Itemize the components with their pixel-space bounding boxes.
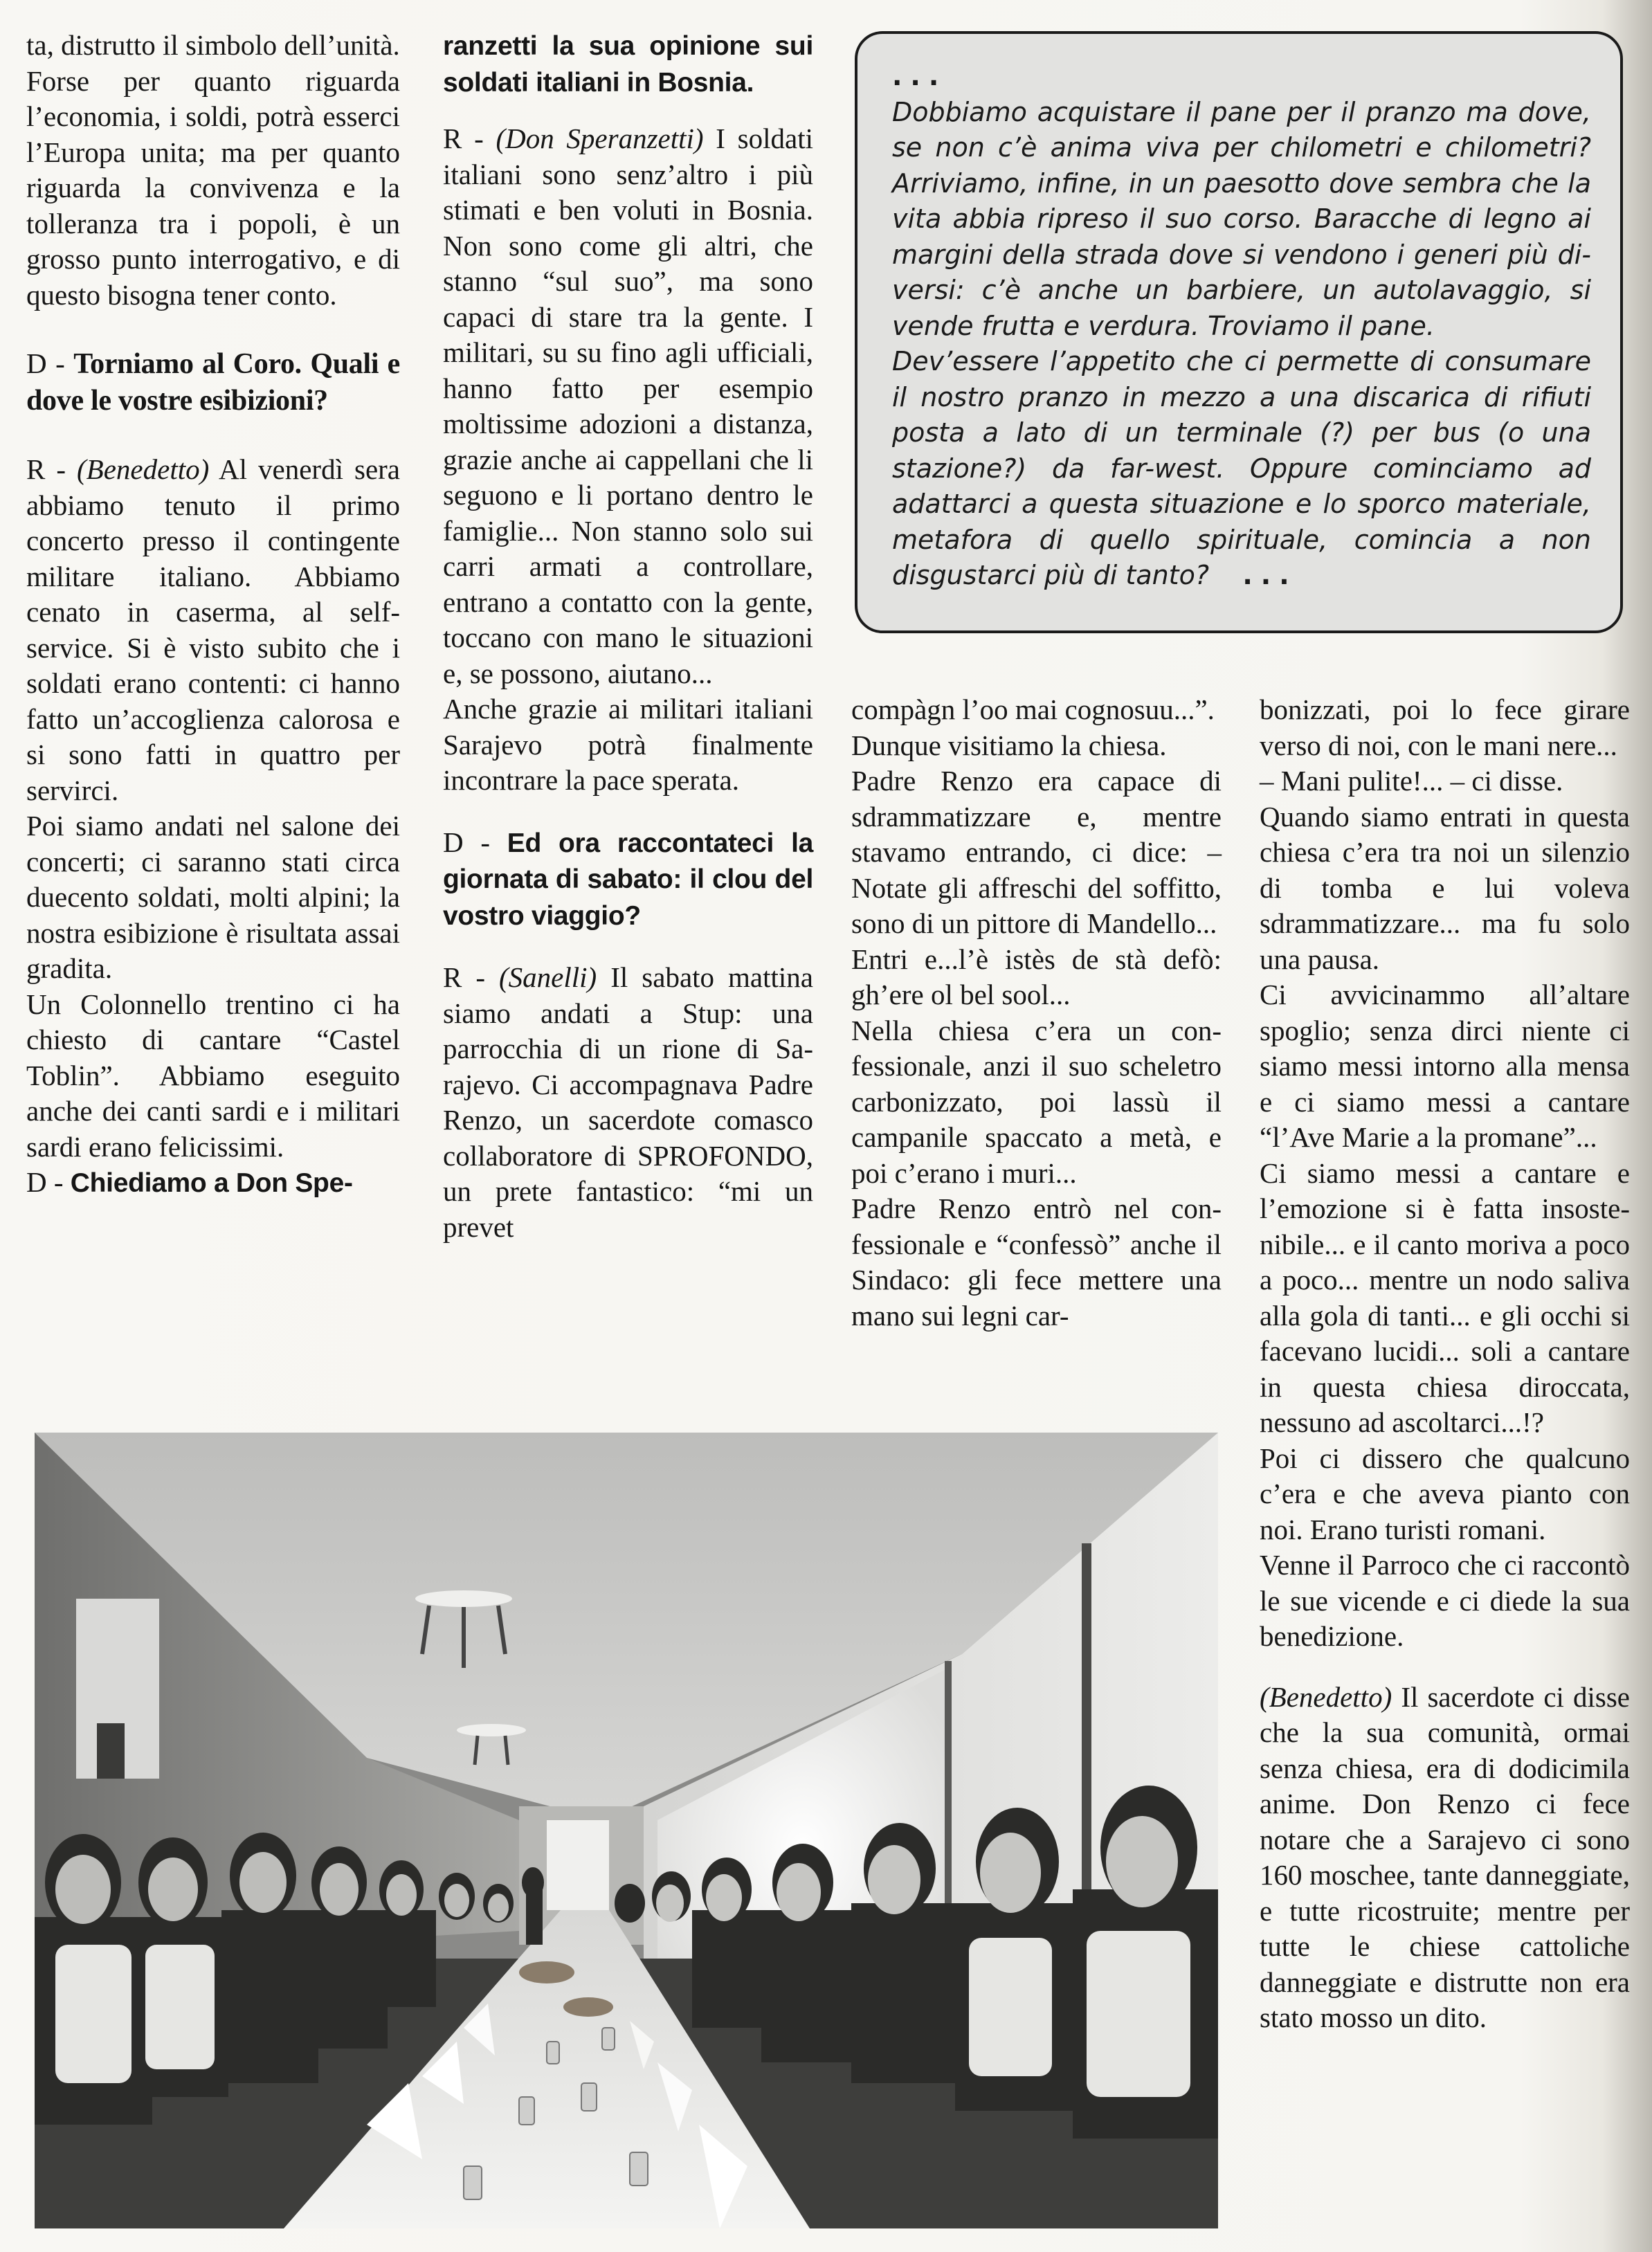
paragraph: compàgn l’oo mai cognosuu...”.: [851, 693, 1215, 725]
paragraph: Poi ci dissero che qualcuno c’era e che aveva pianto con noi. Erano turisti romani.: [1260, 1442, 1630, 1545]
text-column-3: [851, 692, 1222, 1334]
paragraph: Forse per quanto riguarda l’economia, i soldi, potrà esserci l’Europa unita; ma per quanto riguarda la convivenza e la tolleranza tra i popoli, è un grosso punto interrogativo, e di questo bisogna tener conto.: [26, 64, 400, 311]
question-continued: ranzetti la sua opinione sui soldati italiani in Bosnia.: [443, 31, 813, 98]
question: D - Torniamo al Coro. Quali e dove le vostre esibizioni?: [26, 347, 400, 417]
paragraph: Poi siamo andati nel salone dei concerti; ci saranno stati circa duecento soldati, molti alpini; la nostra esibizione è risultata assai gradita.: [26, 810, 400, 984]
paragraph: Venne il Parroco che ci raccontò le sue vicende e ci diede la sua benedizione.: [1260, 1549, 1630, 1652]
text-column-2: [443, 28, 813, 1245]
paragraph: Entri e...l’è istès de stà defò: gh’ere ol bel sool...: [851, 943, 1222, 1010]
paragraph: Padre Renzo entrò nel confessionale e “confessò” anche il Sindaco: gli fece mettere una mano sui legni car-: [851, 1192, 1222, 1332]
paragraph: Padre Renzo era capace di sdrammatizzare e, mentre stavamo entrando, ci dice: – Notate gli affreschi del soffitto, sono di un pittore di Mandello...: [851, 765, 1222, 939]
paragraph: Dunque visitiamo la chiesa.: [851, 729, 1167, 761]
banquet-photo: [35, 1433, 1218, 2228]
answer: R - (Benedetto) Al venerdì sera abbiamo tenuto il primo concerto presso il contingente militare italiano. Abbiamo cenato in caserma, al self-service. Si è visto subito che i soldati erano contenti: ci hanno fatto un’accoglienza calorosa e si sono fatti in quattro per servirci.: [26, 453, 400, 806]
paragraph: Anche grazie ai militari italiani Sarajevo potrà finalmente incontrare la pace sperata.: [443, 693, 813, 796]
paragraph: ta, distrutto il simbolo dell’unità.: [26, 29, 400, 61]
speaker-name: (Benedetto): [1260, 1680, 1392, 1713]
paragraph: Ci siamo messi a cantare e l’emozione si è fatta insostenibile... e il canto moriva a poco a poco... mentre un nodo saliva alla gola di tanti... e gli occhi si facevano lucidi... soli a cantare in questa chiesa diroccata, nessuno ad ascoltarci...!?: [1260, 1156, 1630, 1438]
banquet-photo-image: [35, 1433, 1218, 2228]
question: D - Ed ora raccontateci la giornata di sabato: il clou del vostro viaggio?: [443, 826, 813, 931]
ellipsis-bottom: ...: [1242, 560, 1298, 590]
text-column-1: [26, 28, 400, 1201]
speaker-name: (Benedetto): [77, 453, 210, 485]
answer: R - (Don Speranzetti) I soldati italiani sono senz’altro i più stimati e ben voluti in Bosnia. Non sono come gli altri, che stanno “sul suo”, ma sono capaci di stare tra la gente. I militari, su su fino agli ufficiali, hanno fatto per esempio moltissime adozioni a distanza, grazie anche ai cappellani che li seguono e li portano dentro le famiglie... Non stanno solo sui carri armati a controllare, entrano a contatto con la gente, toccano con mano le situazioni e, se possono, aiutano...: [443, 122, 814, 689]
answer: R - (Sanelli) Il sabato mattina siamo andati a Stup: una parrocchia di un rione di Sarajevo. Ci accompagnava Padre Renzo, un sacerdote comasco collaboratore di SPROFONDO, un prete fantastico: “mi un prevet: [443, 961, 814, 1243]
speaker-name: (Don Speranzetti): [496, 122, 704, 154]
ellipsis-top: ...: [892, 61, 947, 91]
speaker-name: (Sanelli): [499, 961, 597, 993]
paragraph: Ci avvicinammo all’altare spoglio; senza dirci niente ci siamo messi intorno alla mensa e ci siamo messi a cantare “l’Ave Marie a la promane”...: [1260, 979, 1630, 1153]
box-paragraph: Dev’essere l’appetito che ci permette di consumare il nostro pranzo in mezzo a una discarica di rifiuti posta a lato di un terminale (?) per bus (o una stazione?) da far-west. Oppure cominciamo ad adattarci a questa situazione e lo sporco materiale, metafora di quello spirituale, comincia a non disgustarci più di tanto? ...: [892, 346, 1591, 590]
paragraph: Quando siamo entrati in questa chiesa c’era tra noi un silenzio di tomba e lui voleva sdrammatizzare... ma fu solo una pausa.: [1260, 800, 1630, 975]
paragraph: – Mani pulite!... – ci disse.: [1260, 765, 1563, 797]
question: D - Chiediamo a Don Spe-: [26, 1166, 353, 1198]
box-paragraph: Dobbiamo acquistare il pane per il pranzo ma dove, se non c’è anima viva per chilometri e chilometri? Arriviamo, infine, in un paesotto dove sembra che la vita abbia ripreso il suo corso. Baracche di legno ai margini della strada dove si vendono i generi più diversi: c’è anche un barbiere, un autolavaggio, si vende frutta e verdura. Troviamo il pane.: [892, 96, 1591, 341]
travel-diary-box: [855, 31, 1623, 633]
paragraph: Nella chiesa c’era un confessionale, anzi il suo scheletro carbonizzato, poi lassù il campanile spaccato a metà, e poi c’erano i muri...: [851, 1014, 1222, 1189]
paragraph: (Benedetto) Il sacerdote ci disse che la sua comunità, ormai senza chiesa, era di dodicimila anime. Don Renzo ci fece notare che a Sarajevo ci sono 160 moschee, tante danneggiate, e tutte ricostruite; mentre per tutte le chiese cattoliche danneggiate e distrutte non era stato mosso un dito.: [1260, 1680, 1630, 2033]
paragraph: Un Colonnello trentino ci ha chiesto di cantare “Castel Toblin”. Abbiamo eseguito anche dei canti sardi e i militari sardi erano felicissimi.: [26, 988, 400, 1163]
text-column-4: [1260, 692, 1630, 2036]
paragraph: bonizzati, poi lo fece girare verso di noi, con le mani nere...: [1260, 693, 1630, 761]
